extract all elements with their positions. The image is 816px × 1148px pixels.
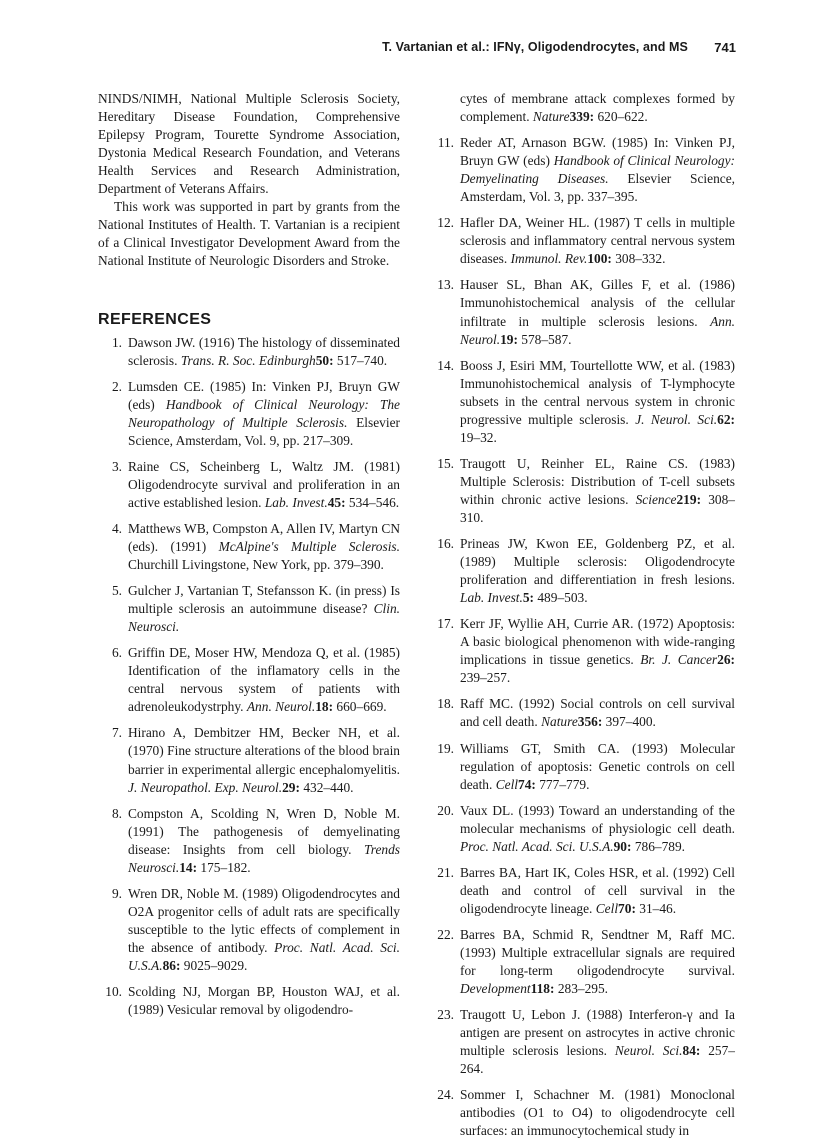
reference-number: 11.: [437, 135, 454, 151]
reference-journal: Proc. Natl. Acad. Sci. U.S.A.: [460, 838, 614, 854]
reference-volume: 14:: [179, 859, 198, 875]
reference-text: Sommer I, Schachner M. (1981) Monoclonal antibodies (O1 to O4) to oligodendrocyte cell surfaces: an immunocytochemical study in: [460, 1087, 735, 1139]
reference-volume: 219:: [676, 491, 702, 507]
reference-text: Matthews WB, Compston A, Allen IV, Martyn CN (eds). (1991): [128, 520, 400, 554]
reference-number: 8.: [111, 805, 122, 821]
reference-journal: Cell: [595, 900, 619, 916]
reference-number: 21.: [437, 864, 454, 880]
reference-text: cytes of membrane attack complexes formed by complement.: [460, 91, 735, 125]
reference-pages: 9025–9029.: [180, 957, 248, 973]
reference-volume: 18:: [315, 699, 334, 715]
reference-journal: J. Neuropathol. Exp. Neurol.: [128, 779, 283, 795]
reference-journal: Trends Neurosci.: [128, 841, 400, 875]
reference-item: [430, 455, 735, 527]
reference-volume: 339:: [569, 109, 595, 125]
right-column: [430, 90, 735, 1148]
reference-number: 2.: [111, 378, 122, 394]
reference-volume: 62:: [717, 411, 735, 427]
reference-number: 15.: [437, 455, 454, 471]
reference-item: [430, 802, 735, 856]
left-column: [98, 90, 400, 1027]
reference-text: Griffin DE, Moser HW, Mendoza Q, et al. (1985) Identification of the inflamatory cells in the central nervous system of patients with adrenoleukodystrphy.: [128, 645, 400, 715]
reference-text: Vaux DL. (1993) Toward an understanding of the molecular mechanisms of physiologic cell death.: [460, 802, 735, 836]
reference-list-right: [430, 90, 735, 1140]
reference-number: 6.: [111, 645, 122, 661]
reference-item: [430, 926, 735, 998]
reference-number: 18.: [437, 696, 454, 712]
reference-pages: 239–257.: [460, 670, 511, 686]
reference-text: Traugott U, Reinher EL, Raine CS. (1983) Multiple Sclerosis: Distribution of T-cell subsets within chronic active lesions.: [460, 455, 735, 507]
reference-item: [430, 615, 735, 687]
reference-volume: 70:: [618, 900, 636, 916]
reference-number: 5.: [111, 583, 122, 599]
reference-text: Hafler DA, Weiner HL. (1987) T cells in multiple sclerosis and inflammatory central nervous system diseases.: [460, 215, 735, 267]
reference-text: Reder AT, Arnason BGW. (1985) In: Vinken PJ, Bruyn GW (eds): [460, 135, 735, 169]
reference-volume: 86:: [162, 957, 181, 973]
reference-text: Lumsden CE. (1985) In: Vinken PJ, Bruyn GW (eds): [128, 378, 400, 412]
reference-journal: McAlpine's Multiple Sclerosis.: [218, 538, 400, 554]
running-title: T. Vartanian et al.: IFNγ, Oligodendrocytes, and MS: [382, 40, 688, 54]
reference-journal: Ann. Neurol.: [246, 699, 316, 715]
reference-pages: Churchill Livingstone, New York, pp. 379–390.: [128, 557, 384, 573]
reference-text: Scolding NJ, Morgan BP, Houston WAJ, et al. (1989) Vesicular removal by oligodendro-: [128, 984, 400, 1018]
reference-number: 14.: [437, 357, 454, 373]
running-header: [0, 0, 816, 70]
reference-pages: 283–295.: [554, 981, 609, 997]
reference-volume: 45:: [327, 494, 346, 510]
reference-pages: 308–332.: [611, 251, 666, 267]
references-heading: REFERENCES: [98, 311, 212, 329]
reference-item: [430, 1006, 735, 1078]
reference-pages: 397–400.: [602, 714, 656, 730]
reference-item: [430, 740, 735, 794]
reference-list-left: [98, 334, 400, 1020]
reference-text: Wren DR, Noble M. (1989) Oligodendrocytes and O2A progenitor cells of adult rats are specifically susceptible to the lytic effects of complement in the absence of antibody.: [128, 885, 400, 955]
reference-volume: 84:: [682, 1043, 701, 1059]
reference-item: [98, 334, 400, 370]
reference-pages: 257–264.: [460, 1043, 735, 1077]
reference-journal: J. Neurol. Sci.: [635, 411, 718, 427]
reference-text: Traugott U, Lebon J. (1988) Interferon-γ and Ia antigen are present on astrocytes in active chronic multiple sclerosis lesions.: [460, 1007, 735, 1059]
reference-volume: 29:: [282, 779, 300, 795]
reference-journal: Br. J. Cancer: [640, 652, 718, 668]
reference-number: 20.: [437, 802, 454, 818]
reference-pages: 175–182.: [197, 859, 251, 875]
reference-text: Gulcher J, Vartanian T, Stefansson K. (in press) Is multiple sclerosis an autoimmune disease?: [128, 583, 400, 617]
reference-pages: 19–32.: [460, 429, 497, 445]
reference-volume: 356:: [577, 714, 603, 730]
reference-journal: Neurol. Sci.: [614, 1043, 683, 1059]
reference-item: [98, 724, 400, 796]
reference-number: 17.: [437, 616, 454, 632]
reference-text: Williams GT, Smith CA. (1993) Molecular regulation of apoptosis: Genetic controls on cell death.: [460, 740, 735, 792]
reference-volume: 5:: [522, 590, 535, 606]
reference-journal: Handbook of Clinical Neurology: The Neuropathology of Multiple Sclerosis.: [128, 396, 400, 430]
reference-volume: 74:: [518, 776, 536, 792]
reference-pages: 534–546.: [345, 494, 400, 510]
reference-item: [430, 535, 735, 607]
reference-item: [430, 134, 735, 206]
reference-volume: 118:: [530, 981, 555, 997]
reference-number: 7.: [111, 725, 122, 741]
reference-item: [430, 695, 735, 731]
reference-volume: 26:: [717, 652, 735, 668]
reference-volume: 19:: [500, 331, 518, 347]
reference-journal: Development: [460, 981, 531, 997]
reference-journal: Immunol. Rev.: [510, 251, 588, 267]
reference-text: Raff MC. (1992) Social controls on cell survival and cell death.: [460, 696, 735, 730]
reference-item: [430, 276, 735, 348]
reference-pages: 432–440.: [299, 779, 354, 795]
page-number: 741: [714, 40, 736, 55]
reference-journal: Nature: [541, 714, 578, 730]
reference-journal: Handbook of Clinical Neurology: Demyelinating Diseases.: [460, 153, 735, 187]
reference-number: 13.: [437, 277, 454, 293]
reference-text: Barres BA, Hart IK, Coles HSR, et al. (1992) Cell death and control of cell survival in the oligodendrocyte lineage.: [460, 864, 735, 916]
reference-pages: 660–669.: [333, 699, 387, 715]
reference-pages: Elsevier Science, Amsterdam, Vol. 9, pp. 217–309.: [128, 414, 400, 448]
reference-text: Dawson JW. (1916) The histology of disseminated sclerosis.: [128, 334, 400, 368]
reference-item: [98, 644, 400, 716]
reference-pages: 620–622.: [594, 109, 648, 125]
reference-text: Kerr JF, Wyllie AH, Currie AR. (1972) Apoptosis: A basic biological phenomenon with wide-ranging implications in tissue genetics.: [460, 616, 735, 668]
reference-volume: 50:: [315, 352, 334, 368]
reference-number: 9.: [111, 885, 122, 901]
reference-text: Prineas JW, Kwon EE, Goldenberg PZ, et al. (1989) Multiple sclerosis: Oligodendrocyte proliferation and differentiation in fresh lesions.: [460, 536, 735, 588]
funding-paragraph: This work was supported in part by grants from the National Institutes of Health. T. Vartanian is a recipient of a Clinical Investigator Development Award from the National Institute of Neurologic Disorders and Stroke.: [98, 199, 400, 269]
reference-number: 1.: [111, 334, 122, 350]
reference-text: Barres BA, Schmid R, Sendtner M, Raff MC. (1993) Multiple extracellular signals are required for long-term oligodendrocyte survival.: [460, 926, 735, 979]
reference-volume: 100:: [587, 251, 612, 267]
reference-item: [98, 458, 400, 512]
reference-journal: Trans. R. Soc. Edinburgh: [180, 352, 316, 368]
reference-number: 22.: [437, 926, 454, 942]
reference-number: 16.: [437, 536, 454, 552]
reference-pages: 31–46.: [635, 900, 677, 916]
reference-journal: Cell: [495, 776, 519, 792]
reference-journal: Nature: [532, 109, 570, 125]
reference-text: Compston A, Scolding N, Wren D, Noble M. (1991) The pathogenesis of demyelinating disease: Insights from cell biology.: [128, 805, 400, 857]
reference-number: 3.: [111, 458, 122, 474]
reference-number: 12.: [437, 215, 454, 231]
reference-text: Booss J, Esiri MM, Tourtellotte WW, et al. (1983) Immunohistochemical analysis of T-lymphocyte subsets in the central nervous system in chronic progressive multiple sclerosis.: [460, 357, 735, 427]
reference-item: [430, 864, 735, 918]
reference-journal: Proc. Natl. Acad. Sci. U.S.A.: [128, 939, 400, 973]
reference-journal: Lab. Invest.: [264, 494, 328, 510]
reference-item: [430, 214, 735, 268]
reference-pages: 777–779.: [535, 776, 590, 792]
reference-number: 4.: [111, 520, 122, 536]
reference-pages: 786–789.: [631, 838, 686, 854]
reference-item: [98, 378, 400, 450]
reference-number: 23.: [437, 1007, 454, 1023]
reference-item: [98, 885, 400, 975]
reference-item: [98, 582, 400, 636]
reference-item: [98, 983, 400, 1019]
reference-pages: 489–503.: [534, 590, 588, 606]
reference-pages: 578–587.: [517, 331, 572, 347]
reference-item: [430, 90, 735, 126]
reference-journal: Clin. Neurosci.: [128, 601, 400, 635]
reference-pages: Elsevier Science, Amsterdam, Vol. 3, pp. 337–395.: [460, 171, 735, 205]
reference-number: 24.: [437, 1087, 454, 1103]
reference-pages: 308–310.: [460, 491, 735, 525]
acknowledgments-paragraph: NINDS/NIMH, National Multiple Sclerosis Society, Hereditary Disease Foundation, Comprehensive Epilepsy Program, Tourette Syndrome Association, Dystonia Medical Research Foundation, and Veterans Health Services and Research Administration, Department of Veterans Affairs.: [98, 91, 400, 197]
reference-item: [98, 520, 400, 574]
reference-text: Raine CS, Scheinberg L, Waltz JM. (1981) Oligodendrocyte survival and proliferation in an active established lesion.: [128, 458, 400, 510]
reference-text: Hauser SL, Bhan AK, Gilles F, et al. (1986) Immunohistochemical analysis of the cellular infiltrate in multiple sclerosis lesions.: [460, 277, 735, 329]
reference-item: [430, 1086, 735, 1140]
reference-volume: 90:: [613, 838, 632, 854]
reference-number: 19.: [437, 740, 454, 756]
reference-pages: 517–740.: [333, 352, 388, 368]
reference-journal: Lab. Invest.: [460, 590, 523, 606]
reference-journal: Science: [635, 491, 677, 507]
reference-item: [430, 357, 735, 447]
reference-number: 10.: [105, 984, 122, 1000]
reference-item: [98, 805, 400, 877]
reference-journal: Ann. Neurol.: [460, 313, 735, 347]
reference-text: Hirano A, Dembitzer HM, Becker NH, et al. (1970) Fine structure alterations of the blood brain barrier in experimental allergic encephalomyelitis.: [128, 725, 400, 777]
